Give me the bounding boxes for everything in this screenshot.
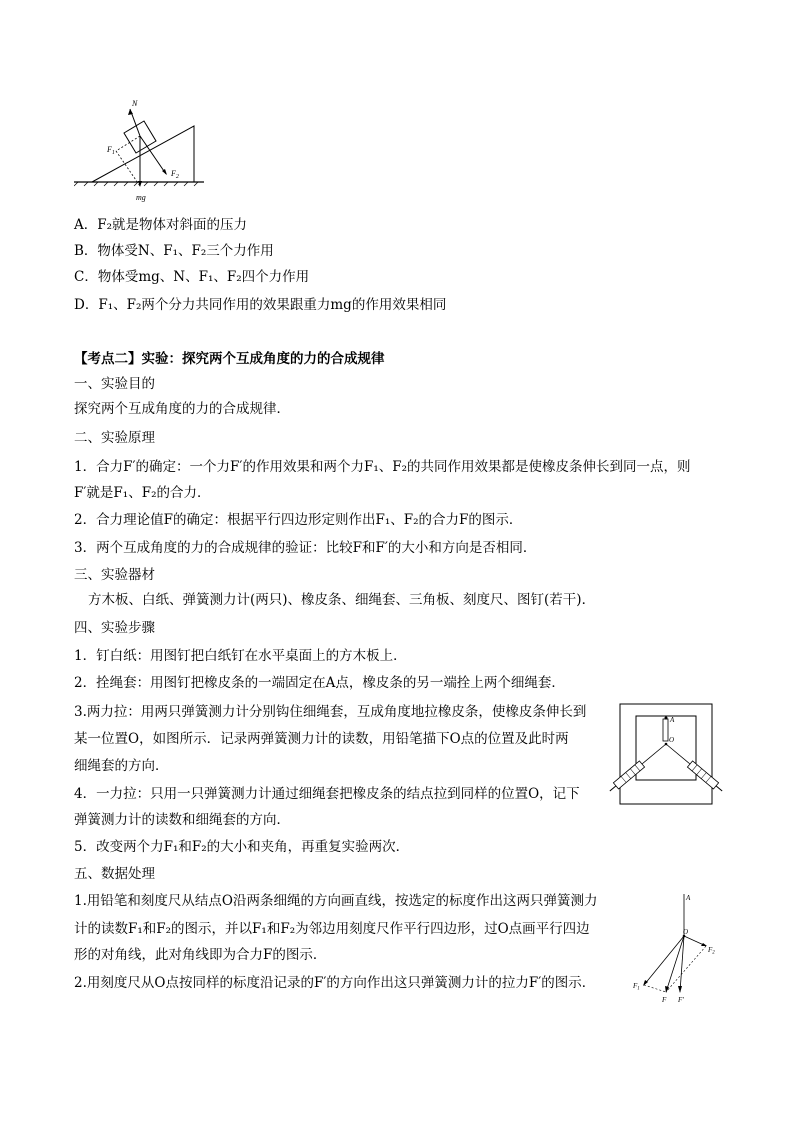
fig3-label-f1: $F_1$ (633, 982, 640, 992)
option-a: A．F₂就是物体对斜面的压力 (74, 217, 248, 233)
two-scale-diagram (606, 700, 724, 808)
fig3-label-a: A (686, 894, 691, 902)
paper (636, 716, 696, 780)
fig3-label-f2: $F_2$ (708, 946, 715, 956)
fig2-label-o: O (669, 736, 675, 744)
f1-vector (644, 936, 684, 985)
s2-p1b: F′就是F₁、F₂的合力． (74, 485, 211, 501)
s4-title: 四、实验步骤 (74, 620, 155, 636)
measured-fprime (680, 936, 684, 992)
s2-p3: 3．两个互成角度的力的合成规律的验证：比较F和F′的大小和方向是否相同． (74, 540, 537, 556)
s4-p1: 1．钉白纸：用图钉把白纸钉在水平桌面上的方木板上． (74, 648, 407, 664)
s2-p2: 2．合力理论值F的确定：根据平行四边形定则作出F₁、F₂的合力F的图示． (74, 512, 523, 528)
s5-p2: 2.用刻度尺从O点按同样的标度沿记录的F′的方向作出这只弹簧测力计的拉力F′的图示． (74, 975, 596, 991)
incline-force-diagram (74, 96, 210, 206)
label-n: N (132, 99, 138, 108)
ground-hatch (74, 182, 198, 186)
label-mg: mg (136, 193, 146, 202)
f1-dashed (116, 136, 140, 151)
resultant-f (666, 936, 684, 992)
s4-p2: 2．拴绳套：用图钉把橡皮条的一端固定在A点，橡皮条的另一端拴上两个细绳套． (74, 675, 565, 691)
s4-p3b: 某一位置O，如图所示．记录两弹簧测力计的读数，用铅笔描下O点的位置及此时两 (74, 731, 569, 747)
fig3-label-f: F (662, 996, 667, 1004)
section-heading: 【考点二】实验：探究两个互成角度的力的合成规律 (74, 351, 385, 367)
fig2-label-a: A (670, 716, 675, 724)
fig3-label-o: O (683, 928, 689, 936)
s4-p5: 5．改变两个力F₁和F₂的大小和夹角，再重复实验两次． (74, 839, 410, 855)
s4-p4b: 弹簧测力计的读数和细绳套的方向． (74, 812, 290, 828)
option-c: C．物体受mg、N、F₁、F₂四个力作用 (74, 269, 310, 285)
f2-arrow (140, 136, 166, 174)
s4-p4a: 4．一力拉：只用一只弹簧测力计通过细绳套把橡皮条的结点拉到同样的位置O，记下 (74, 786, 580, 802)
s5-title: 五、数据处理 (74, 866, 155, 882)
option-d: D．F₁、F₂两个分力共同作用的效果跟重力mg的作用效果相同 (74, 297, 447, 313)
s4-p3c: 细绳套的方向． (74, 758, 169, 774)
label-f1: $F_1$ (107, 145, 115, 156)
s1-title: 一、实验目的 (74, 376, 155, 392)
force-parallelogram-diagram (626, 888, 726, 1010)
s5-p1b: 计的读数F₁和F₂的图示，并以F₁和F₂为邻边用刻度尺作平行四边形，过O点画平行四边 (74, 921, 590, 937)
s2-p1a: 1．合力F′的确定：一个力F′的作用效果和两个力F₁、F₂的共同作用效果都是使橡皮条伸长到同一点，则 (74, 459, 691, 475)
s2-title: 二、实验原理 (74, 430, 155, 446)
right-spring-scale (687, 761, 724, 794)
s1-text: 探究两个互成角度的力的合成规律． (74, 401, 290, 417)
label-f2: $F_2$ (171, 169, 179, 180)
option-b: B．物体受N、F₁、F₂三个力作用 (74, 243, 274, 259)
s3-title: 三、实验器材 (74, 567, 155, 583)
s5-p1a: 1.用铅笔和刻度尺从结点O沿两条细绳的方向画直线，按选定的标度作出这两只弹簧测力 (74, 893, 598, 909)
left-spring-scale (607, 761, 644, 794)
s3-text: 方木板、白纸、弹簧测力计(两只)、橡皮条、细绳套、三角板、刻度尺、图钉(若干)． (88, 592, 596, 608)
fig3-label-fprime: F′ (678, 996, 684, 1004)
s4-p3a: 3.两力拉：用两只弹簧测力计分别钩住细绳套，互成角度地拉橡皮条，使橡皮条伸长到 (74, 704, 587, 720)
s5-p1c: 形的对角线，此对角线即为合力F的图示． (74, 947, 327, 963)
